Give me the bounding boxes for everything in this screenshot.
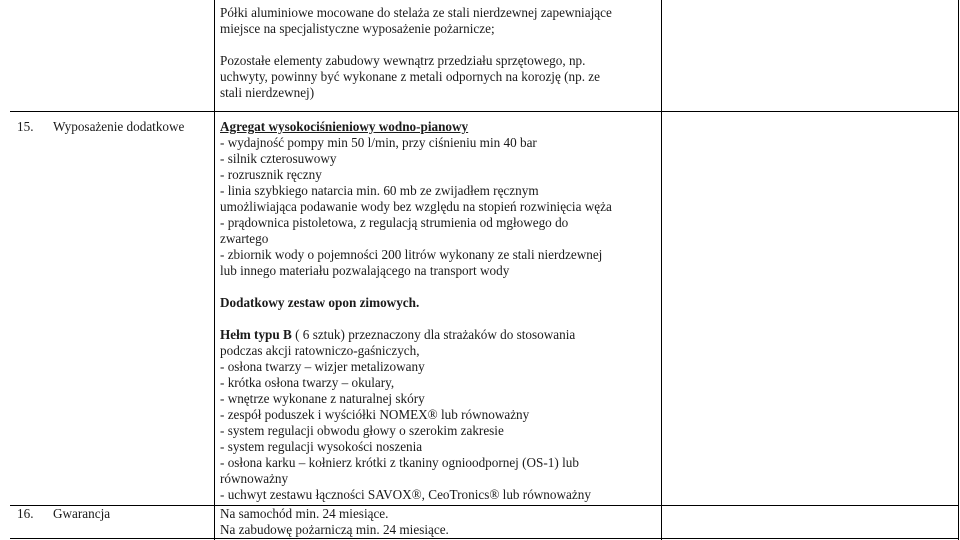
prev-row-line: stali nierdzewnej) xyxy=(220,85,315,100)
row-divider-15 xyxy=(10,111,959,112)
row-15-line: zwartego xyxy=(220,231,269,246)
row-16-line: Na samochód min. 24 miesiące. xyxy=(220,506,389,521)
row-15-line: - prądownica pistoletowa, z regulacją strumienia od mgłowego do xyxy=(220,215,569,230)
helmet-line: - wnętrze wykonane z naturalnej skóry xyxy=(220,391,425,406)
prev-row-line: miejsce na specjalistyczne wyposażenie pożarnicze; xyxy=(220,21,495,36)
helmet-line: - osłona twarzy – wizjer metalizowany xyxy=(220,359,425,374)
table-border-left xyxy=(214,0,215,540)
table-border-bottom xyxy=(10,538,959,539)
helmet-description: ( 6 sztuk) przeznaczony dla strażaków do stosowania xyxy=(291,327,576,342)
helmet-line: równoważny xyxy=(220,471,289,486)
row-15-line: - silnik czterosuwowy xyxy=(220,151,337,166)
prev-row-line: Pozostałe elementy zabudowy wewnątrz przedziału sprzętowego, np. xyxy=(220,53,586,68)
table-border-right xyxy=(958,0,959,540)
prev-row-line: uchwyty, powinny być wykonane z metali odpornych na korozję (np. ze xyxy=(220,69,601,84)
helmet-type-label: Hełm typu B xyxy=(220,327,292,342)
row-16-label: Gwarancja xyxy=(53,506,111,521)
row-16-line: Na zabudowę pożarniczą min. 24 miesiące. xyxy=(220,522,449,537)
helmet-line: - system regulacji wysokości noszenia xyxy=(220,439,423,454)
row-15-line: umożliwiająca podawanie wody bez względu na stopień rozwinięcia węża xyxy=(220,199,612,214)
helmet-line: - krótka osłona twarzy – okulary, xyxy=(220,375,395,390)
row-16-number: 16. xyxy=(17,506,34,521)
helmet-line: - zespół poduszek i wyściółki NOMEX® lub równoważny xyxy=(220,407,530,422)
prev-row-line: Półki aluminiowe mocowane do stelaża ze stali nierdzewnej zapewniające xyxy=(220,5,612,20)
winter-set-note: Dodatkowy zestaw opon zimowych. xyxy=(220,295,420,310)
helmet-line: - system regulacji obwodu głowy o szerokim zakresie xyxy=(220,423,504,438)
row-15-line: - linia szybkiego natarcia min. 60 mb ze zwijadłem ręcznym xyxy=(220,183,539,198)
row-15-line: lub innego materiału pozwalającego na transport wody xyxy=(220,263,510,278)
table-border-mid xyxy=(661,0,662,540)
row-15-label: Wyposażenie dodatkowe xyxy=(53,119,185,134)
row-15-line: - wydajność pompy min 50 l/min, przy ciśnieniu min 40 bar xyxy=(220,135,537,150)
helmet-first-line xyxy=(220,327,575,343)
helmet-line: - uchwyt zestawu łączności SAVOX®, CeoTronics® lub równoważny xyxy=(220,487,591,502)
row-divider-16 xyxy=(10,505,959,506)
row-15-line: - rozrusznik ręczny xyxy=(220,167,322,182)
helmet-line: - osłona karku – kołnierz krótki z tkaniny ognioodpornej (OS-1) lub xyxy=(220,455,579,470)
row-15-heading: Agregat wysokociśnieniowy wodno-pianowy xyxy=(220,119,469,134)
row-15-number: 15. xyxy=(17,119,34,134)
row-15-line: - zbiornik wody o pojemności 200 litrów wykonany ze stali nierdzewnej xyxy=(220,247,603,262)
helmet-line: podczas akcji ratowniczo-gaśniczych, xyxy=(220,343,420,358)
